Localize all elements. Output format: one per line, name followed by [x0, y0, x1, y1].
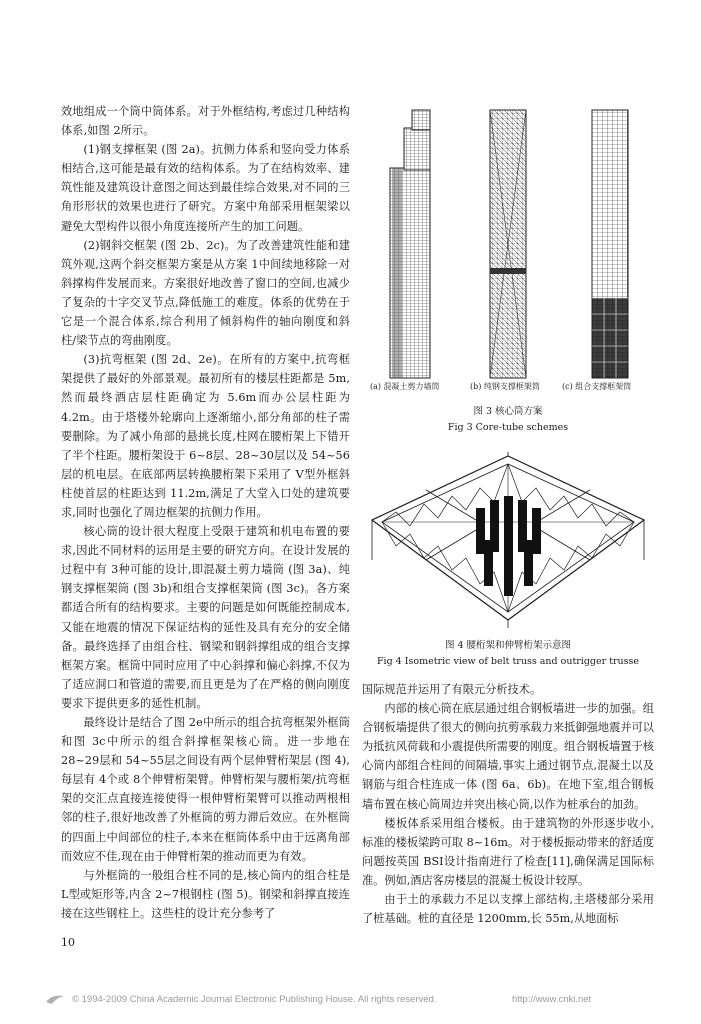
figure-3-label-c: (c) 组合支撑框架筒 — [562, 382, 632, 391]
left-column — [61, 102, 350, 923]
paragraph: 效地组成一个筒中筒体系。对于外框结构,考虑过几种结构体系,如图 2所示。 — [61, 105, 350, 138]
publisher-logo-icon — [44, 992, 66, 1006]
paragraph: 与外框筒的一般组合柱不同的是,核心筒内的组合柱是 L型或矩形等,内含 2~7根钢柱 (图 5)。钢梁和斜撑直接连接在这些钢柱上。这些柱的设计充分参考了 — [61, 868, 350, 920]
paragraph: 国际规范并运用了有限元分析技术。 — [362, 683, 542, 696]
scheme-a-tower — [390, 110, 430, 378]
figure-3-label-b: (b) 纯钢支撑框架筒 — [470, 382, 540, 391]
paragraph: (2)钢斜交框架 (图 2b、2c)。为了改善建筑性能和建筑外观,这两个斜交框架方案是从方案 1中间续地移除一对斜撑构件发展而来。方案很好地改善了窗口的空间,也减少了复杂的十字交叉节点,降低施工的难度。体系的优势在于它是一个混合体系,综合利用了倾斜构件的轴向刚度和斜柱/梁节点的弯曲刚度。 — [61, 238, 350, 348]
paragraph: 楼板体系采用组合楼板。由于建筑物的外形逐步收小,标准的楼板梁跨可取 8~16m。对于楼板振动带来的舒适度问题按英国 BSI设计指南进行了检查[11],确保满足国际标准。例如,酒店客房楼层的混凝土板设计较厚。 — [362, 816, 654, 887]
figure-3-caption — [362, 404, 654, 436]
paragraph: 最终设计是结合了图 2e中所示的组合抗弯框架外框筒和图 3c中所示的组合斜撑框架核心筒。进一步地在 28~29层和 54~55层之间设有两个层伸臂桁架层 (图 4),每层有 4个或 8个伸臂桁架臂。伸臂桁架与腰桁架/抗弯框架的交汇点直接连接使得一根伸臂桁架臂可以推动两根相邻的柱子,很好地改善了外框筒的剪力滞后效应。在外框筒的四面上中间部位的柱子,本来在框筒体系中由于远离角部而效应不佳,现在由于伸臂桁架的推动而更为有效。 — [61, 716, 350, 863]
scheme-c-tower — [592, 110, 628, 378]
footer-url: http://www.cnki.net — [512, 994, 592, 1005]
figure-4-caption-en: Fig 4 Isometric view of belt truss and outrigger trusse — [376, 656, 640, 667]
paragraph: (3)抗弯框架 (图 2d、2e)。在所有的方案中,抗弯框架提供了最好的外部景观。最初所有的楼层柱距都是 5m,然而最终酒店层柱距确定为 5.6m而办公层柱距为 4.2m。由于塔楼外轮廓向上逐渐缩小,部分角部的柱子需要删除。为了减小角部的悬挑长度,柱网在腰桁架上下错开了半个柱距。腰桁架设于 6~8层、28~30层以及 54~56层的机电层。在底部两层转换腰桁架下采用了 V型外框斜柱使首层的柱距达到 11.2m,满足了大堂入口处的建筑要求,同时也强化了周边框架的抗侧力作用。 — [61, 353, 350, 519]
figure-3-label-a: (a) 混凝土剪力墙筒 — [370, 382, 440, 391]
copyright-text: © 1994-2009 China Academic Journal Electronic Publishing House. All rights reserved. — [72, 994, 437, 1005]
figure-3-caption-cn: 图 3 核心筒方案 — [473, 406, 543, 417]
figure-3-core-tube-schemes — [362, 108, 654, 392]
footer — [44, 992, 664, 1006]
figure-3-caption-en: Fig 3 Core-tube schemes — [447, 422, 569, 433]
paragraph: (1)钢支撑框架 (图 2a)。抗侧力体系和竖向受力体系相结合,这可能是最有效的结构体系。为了在结构效率、建筑性能及建筑设计意图之间达到最佳综合效果,对不同的三角形形状的效果也进行了研究。方案中角部采用框架梁以避免大型构件以很小角度连接所产生的加工问题。 — [61, 143, 350, 233]
paragraph: 内部的核心筒在底层通过组合钢板墙进一步的加强。组合钢板墙提供了很大的侧向抗剪承载力来抵御强地震并可以为抵抗风荷载和小震提供所需要的刚度。组合钢板墙置于核心筒内部组合柱间的间隔墙,事实上通过钢节点,混凝土以及钢筋与组合柱连成一体 (图 6a、6b)。在地下室,组合钢板墙布置在核心筒周边并突出核心筒,以作为桩承台的加劲。 — [362, 702, 654, 811]
paragraph: 由于土的承载力不足以支撑上部结构,主塔楼部分采用了桩基础。桩的直径是 1200mm,长 55m,从地面标 — [362, 893, 654, 926]
right-column — [362, 680, 654, 928]
page-number: 10 — [61, 936, 75, 949]
figure-4-caption — [362, 638, 654, 670]
scheme-b-tower — [490, 110, 526, 378]
figure-4-isometric-truss — [366, 450, 650, 630]
figure-4-caption-cn: 图 4 腰桁架和伸臂桁架示意图 — [444, 640, 572, 651]
paragraph: 核心筒的设计很大程度上受限于建筑和机电布置的要求,因此不同材料的运用是主要的研究方向。在设计发展的过程中有 3种可能的设计,即混凝土剪力墙筒 (图 3a)、纯钢支撑框架筒 (图 3b)和组合支撑框架筒 (图 3c)。各方案都适合所有的结构要求。主要的问题是如何既能控制成本,又能在地震的情况下保证结构的延性及具有充分的安全储备。最终选择了由组合柱、钢梁和钢斜撑组成的组合支撑框架方案。框筒中同时应用了中心斜撑和偏心斜撑,不仅为了适应洞口和管道的需要,而且更是为了在严格的侧向刚度要求下提供更多的延性机制。 — [61, 525, 350, 710]
